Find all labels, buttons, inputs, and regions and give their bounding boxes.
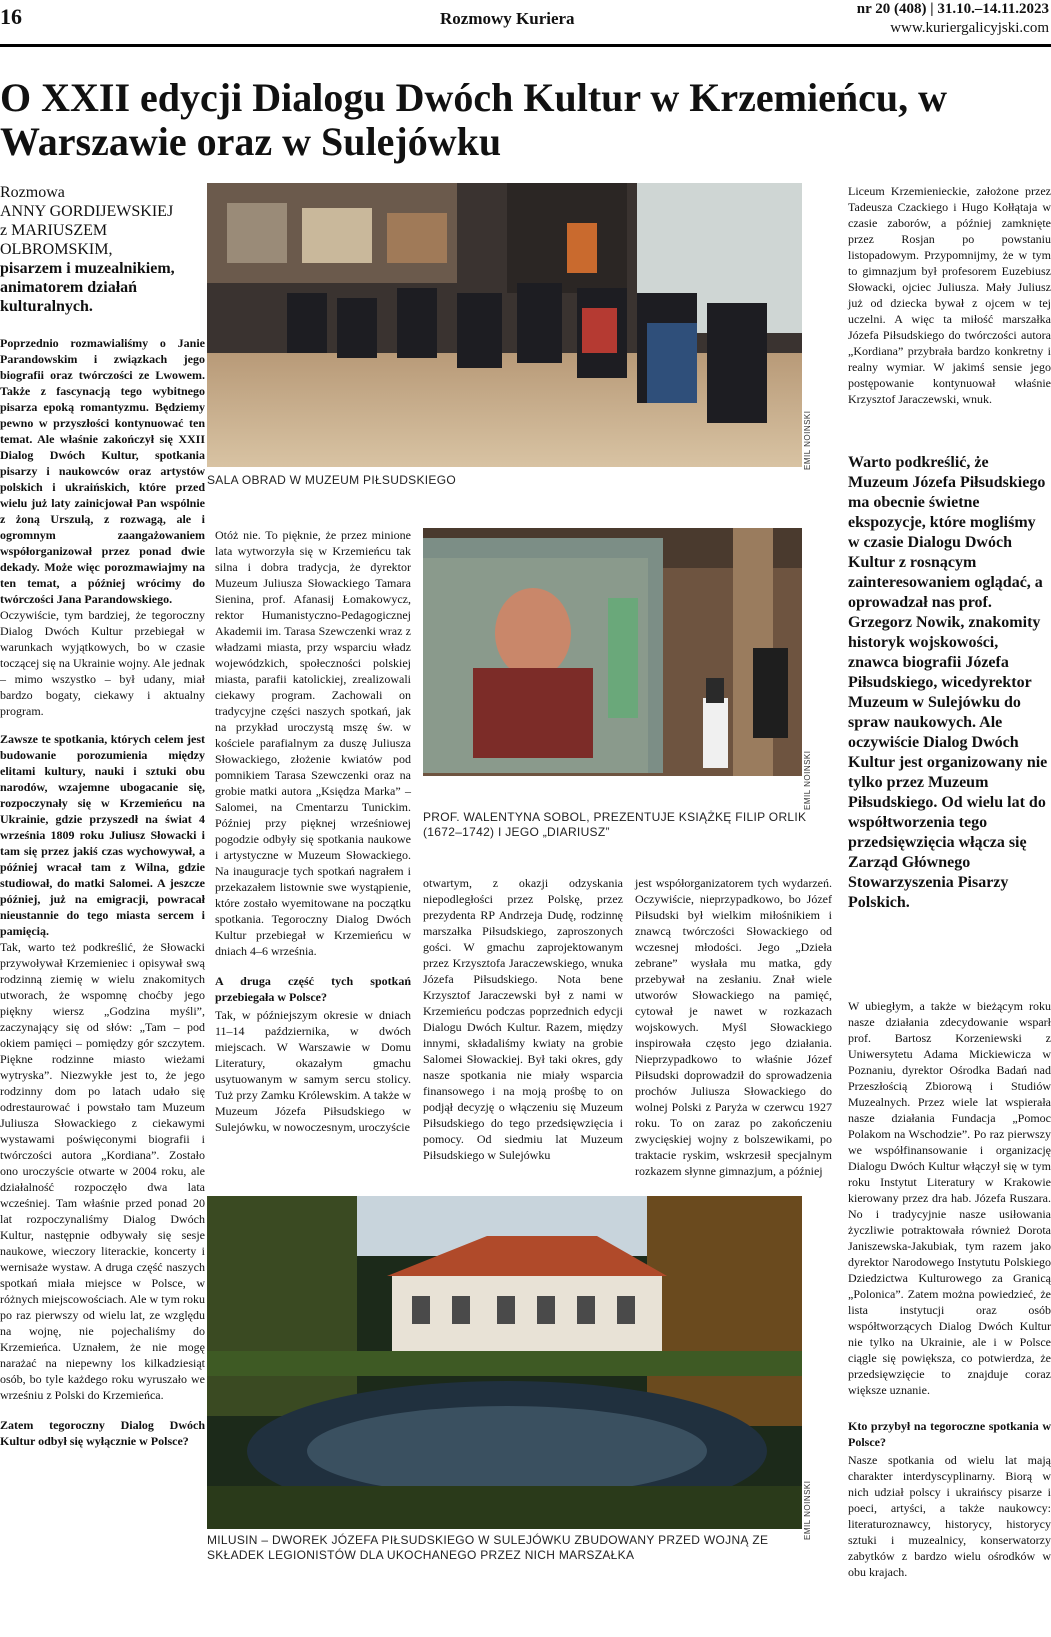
conference-hall-image — [207, 183, 802, 467]
question-paragraph: Zawsze te spotkania, których celem jest budowanie porozumienia między elitami kultury, nauki i sztuki obu narodów, wzajemne ubogacanie się, rozpoczynały się w Krzemieńcu na Ukrainie, gdzie przyszedł na świat 4 września 1809 roku Juliusz Słowacki i tam się przez jakiś czas wychowywał, a później wracał tam z Wilna, gdzie studiował, do matki Salomei. A jeszcze później, już na emigracji, powracał nieustannie do tego miasta sercem i pamięcią. — [0, 732, 205, 938]
photo-milusin-manor — [207, 1196, 802, 1529]
photo-credit: EMIL NOINSKI — [803, 1480, 812, 1540]
photo-presentation — [423, 528, 802, 776]
photo-conference-hall — [207, 183, 802, 467]
answer-paragraph: Oczywiście, tym bardziej, że tegoroczny Dialog Dwóch Kultur przebiegał w warunkach wyjątkowych, bo w czasie toczącej się na Ukrainie wojny. Ale jednak – mimo wszystko – był udany, miał bardzo bogaty, ciekawy i aktualny program. — [0, 608, 205, 718]
answer-paragraph: W ubiegłym, a także w bieżącym roku nasze działania zdecydowanie wsparł prof. Bartosz Korzeniewski z Uniwersytetu Adama Mickiewicza w Poznaniu, dyrektor Ośrodka Badań nad Przeszłością Zbiorową i Studiów Muzealnych. Przez wiele lat wspierała nasze działania Fundacja „Pomoc Polakom na Wschodzie”. Po raz pierwszy we współfinansowanie i organizację Dialogu Dwóch Kultur włączył się w tym roku Instytut Literatury w Krakowie kierowany przez dra hab. Józefa Ruszara. No i tradycyjnie nasze usiłowania życzliwie potraktowała również Dorota Janiszewska-Jakubiak, tym razem jako dyrektor Narodowego Instytutu Polskiego Dziedzictwa Kulturowego za Granicą „Polonica”. Zatem można powiedzieć, że lista instytucji oraz osób współtworzących Dialog Dwóch Kultur nie tylko na Ukrainie, ale i w Polsce ciągle się powiększa, co potwierdza, że przedsięwzięcie to znajduje coraz większe uznanie. — [848, 999, 1051, 1397]
photo-caption: MILUSIN – DWOREK JÓZEFA PIŁSUDSKIEGO W SULEJÓWKU ZBUDOWANY PRZED WOJNĄ ZE SKŁADEK LEGIONISTÓW DLA UKOCHANEGO PRZEZ NICH MARSZAŁKA — [207, 1533, 769, 1562]
article-headline: O XXII edycji Dialogu Dwóch Kultur w Krzemieńcu, w Warszawie oraz w Sulejówku — [0, 75, 947, 164]
section-name: Rozmowy Kuriera — [440, 9, 575, 28]
column-5-end — [848, 1418, 1051, 1637]
column-5 — [848, 183, 1051, 453]
answer-paragraph: Liceum Krzemienieckie, założone przez Tadeusza Czackiego i Hugo Kołłątaja w czasie zaborów, a później zamknięte przez Rosjan po powstaniu listopadowym. Przypomnijmy, że w tym to gimnazjum był profesorem Euzebiusz Słowacki, ojciec Juliusza. Mały Juliusz już od dziecka bywał z ojcem w tej uczelni. A więc ta miłość marszałka Józefa Piłsudskiego do twórczości autora „Kordiana” przybrała bardzo konkretny i realny wymiar. W jakimś sensie jego postępowanie kontynuował właśnie Krzysztof Jaraczewski, wnuk. — [848, 184, 1051, 406]
intro-line: kulturalnych. — [0, 298, 93, 315]
intro-line: z MARIUSZEM — [0, 222, 108, 239]
highlighted-paragraph: Warto podkreślić, że Muzeum Józefa Piłsudskiego ma obecnie świetne ekspozycje, które mogliśmy w czasie Dialogu Dwóch Kultur z rosnącym zainteresowaniem oglądać, a oprowadzał nas prof. Grzegorz Nowik, znakomity historyk wojskowości, znawca biografii Józefa Piłsudskiego, wicedyrektor Muzeum w Sulejówku do spraw naukowych. Ale oczywiście Dialog Dwóch Kultur jest organizowany nie tylko przez Muzeum Piłsudskiego. Od wielu lat do współtworzenia tego przedsięwzięcia włącza się Zarząd Głównego Stowarzyszenia Pisarzy Polskich. — [848, 454, 1048, 911]
interview-intro — [0, 183, 205, 316]
column-1 — [0, 335, 205, 1635]
question-paragraph: Zatem tegoroczny Dialog Dwóch Kultur odbył się wyłącznie w Polsce? — [0, 1418, 205, 1448]
page-number: 16 — [0, 4, 22, 29]
column-2 — [215, 527, 411, 1134]
intro-line: ANNY GORDIJEWSKIEJ — [0, 203, 174, 220]
question-paragraph: Kto przybył na tegoroczne spotkania w Polsce? — [848, 1419, 1051, 1449]
answer-paragraph: Otóż nie. To pięknie, że przez minione lata wytworzyła się w Krzemieńcu tak silna i dobra tradycja, że dyrektor Muzeum Juliusza Słowackiego Tamara Sienina, prof. Afanasij Łomakowycz, rektor Humanistyczno-Pedagogicznej Akademii im. Tarasa Szewczenki wraz z władzami miasta, przy wsparciu władz wojewódzkich, społeczności polskiej miasta, parafii katolickiej, zrealizowali ciekawy program. Zachowali on tradycyjne części naszych spotkań, jak na przykład uroczystą mszę św. w kościele parafialnym za duszę Juliusza Słowackiego, złożenie kwiatów pod pomnikiem Tarasa Szewczenki oraz na grobie matki autora „Księdza Marka” – Salomei, na Cmentarzu Tunickim. Później przy pięknej wrześniowej pogodzie odbyły się spotkania naukowe i artystyczne w Muzeum Słowackiego. Na inauguracje tych spotkań nagrałem i przekazałem listownie swe wystąpienie, które zostało wyemitowane na początku spotkania. Tegoroczny Dialog Dwóch Kultur przebiegał w Krzemieńcu w dniach 4–6 września. — [215, 528, 411, 958]
issue-number: nr 20 (408) | 31.10.–14.11.2023 — [856, 1, 1049, 17]
intro-line: Rozmowa — [0, 184, 65, 201]
photo-credit: EMIL NOINSKI — [803, 750, 812, 810]
intro-line: pisarzem i muzealnikiem, — [0, 260, 175, 277]
website-link[interactable]: www.kuriergalicyjski.com — [890, 20, 1049, 36]
question-paragraph: Poprzednio rozmawialiśmy o Janie Parandowskim i związkach jego biografii oraz twórczości ze Lwowem. Także z fascynacją tego wybitnego pisarza epoką romantyzmu. Będziemy pewno w przyszłości kontynuować ten temat. Ale właśnie zakończył się XXII Dialog Dwóch Kultur, spotkania pisarzy i naukowców oraz artystów polskich i ukraińskich, które przed wielu już laty zainicjował Pan wspólnie z żoną Urszulą, z rozwagą, ale i ogromnym zaangażowaniem współorganizował przez ponad dwie dekady. Może więc porozmawiajmy na ten temat, a później wrócimy do twórczości Jana Parandowskiego. — [0, 336, 205, 606]
column-3 — [423, 875, 623, 1195]
question-paragraph: A druga część tych spotkań przebiegała w Polsce? — [215, 974, 411, 1004]
answer-paragraph: Nasze spotkania od wielu lat mają charakter interdyscyplinarny. Biorą w nich udział polscy i ukraińscy pisarze i poeci, artyści, a także naukowcy: literaturoznawcy, historycy, historycy sztuki i muzealnicy, konserwatorzy zabytków z bardzo wielu ośrodków w obu krajach. — [848, 1453, 1051, 1579]
answer-paragraph: Tak, w późniejszym okresie w dniach 11–14 października, w dwóch miejscach. W Warszawie w Domu Literatury, okazałym gmachu usytuowanym w samym sercu stolicy. Tuż przy Zamku Królewskim. A także w Muzeum Józefa Piłsudskiego w Sulejówku, w nowoczesnym, uroczyście — [215, 1008, 411, 1134]
presentation-image — [423, 528, 802, 776]
issue-info — [857, 0, 1049, 38]
intro-line: animatorem działań — [0, 279, 138, 296]
answer-paragraph: jest współorganizatorem tych wydarzeń. Oczywiście, nieprzypadkowo, bo Józef Piłsudski był wielkim miłośnikiem i znawcą twórczości Słowackiego od wczesnej młodości. Jego „Dzieła zebrane” wysłała mu matka, gdy przebywał na zesłaniu. Znał wiele utworów Słowackiego na pamięć, cytował je nawet w rozkazach wojskowych. Myśl Słowackiego inspirowała często jego działania. Nieprzypadkowo to właśnie Józef Piłsudski doprowadził do sprowadzenia prochów Juliusza Słowackiego do wolnej Polski z Paryża w czerwcu 1927 roku. To on zaraz po zakończeniu zwycięskiej wojny z bolszewikami, po traktacie ryskim, wskrzesił specjalnym rozkazem słynne gimnazjum, a później — [635, 876, 832, 1178]
manor-image — [207, 1196, 802, 1529]
answer-paragraph: otwartym, z okazji odzyskania niepodległości przez Polskę, przez prezydenta RP Andrzeja Dudę, rodzinnę marszałka Piłsudskiego, zaproszonych gości. W gmachu zaprojektowanym przez Krzysztofa Jaraczewskiego, wnuka Józefa Piłsudskiego. Nota bene Krzysztof Jaraczewski był z nami w Krzemieńcu podczas poprzednich edycji Dialogu Dwóch Kultur. Razem, między innymi, składaliśmy kwiaty na grobie Salomei Słowackiej. Był taki okres, gdy nasze spotkania nie miały wsparcia finansowego i na moją prośbę to on podjął decyzję o włączeniu się Muzeum Piłsudskiego do tego przedsięwzięcia i pomocy. Od siedmiu lat Muzeum Piłsudskiego w Sulejówku — [423, 876, 623, 1162]
answer-paragraph: Tak, warto też podkreślić, że Słowacki przywoływał Krzemieniec i opisywał swą rodzinną ziemię w wielu znakomitych utworach, że wspomnę choćby jego piękny wiersz „Godzina myśli”, zaczynający się od słów: „Tam – pod okiem pamięci – pomiędzy gór szczytem. Piękne rodzinne miasto wieżami wytryska”. Niezwykłe jest to, że jego rodzinny dom po latach udało się odrestaurować i powstało tam Muzeum Juliusza Słowackiego z ciekawymi wystawami poświęconymi biografii i twórczości autora „Kordiana”. Zostało ono uroczyście otwarte w 2004 roku, ale działalność rozpoczęło dwa lata wcześniej. Tam właśnie przed ponad 20 lat rozpoczynaliśmy Dialog Dwóch Kultur, następnie odbywały się sesje naukowe, wieczory literackie, koncerty i wernisaże wystaw. A druga część naszych spotkań miała miejsce w Polsce, w różnych miejscowościach. Ale w tym roku po raz pierwszy od wielu lat, ze względu na wojnę, nie pojechaliśmy do Krzemieńca. Uznałem, że nie mogę narażać na niepewny los kilkadziesiąt osób, bo tyle każdego roku wyruszało we wrześniu z Polski do Krzemieńca. — [0, 940, 205, 1402]
column-5-continued — [848, 998, 1051, 1418]
intro-line: OLBROMSKIM, — [0, 241, 113, 258]
column-4 — [635, 875, 832, 1195]
header-rule — [0, 44, 1051, 47]
photo-caption: PROF. WALENTYNA SOBOL, PREZENTUJE KSIĄŻKĘ FILIP ORLIK (1672–1742) I JEGO „DIARIUSZ” — [423, 810, 807, 839]
photo-caption: SALA OBRAD W MUZEUM PIŁSUDSKIEGO — [207, 473, 456, 487]
photo-credit: EMIL NOINSKI — [803, 410, 812, 470]
